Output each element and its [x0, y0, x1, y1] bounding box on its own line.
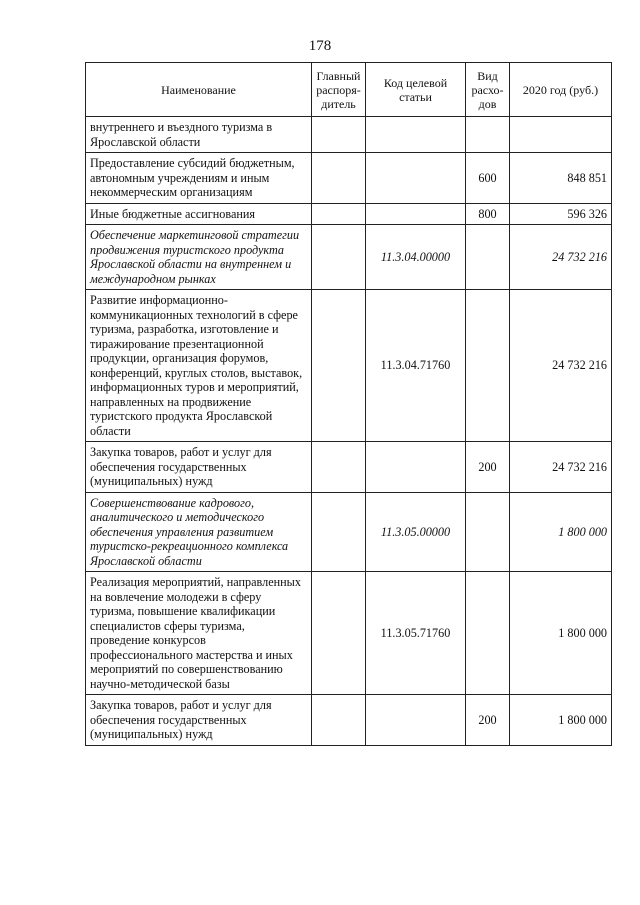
page-number: 178	[308, 38, 332, 54]
cell-name: Обеспечение маркетинговой стратегии продвижения туристского продукта Ярославской области на внутреннем и международном рынках	[86, 225, 312, 290]
cell-code	[366, 153, 466, 204]
cell-type: 200	[466, 442, 510, 493]
cell-name: Закупка товаров, работ и услуг для обеспечения государственных (муниципальных) нужд	[86, 442, 312, 493]
cell-admin	[312, 117, 366, 153]
cell-name: Совершенствование кадрового, аналитического и методического обеспечения управления развитием туристско-рекреационного комплекса Ярославской области	[86, 492, 312, 572]
header-admin: Главный распоря-дитель	[312, 63, 366, 117]
cell-amount: 24 732 216	[510, 442, 612, 493]
cell-type	[466, 572, 510, 695]
cell-code	[366, 695, 466, 746]
cell-admin	[312, 442, 366, 493]
cell-code: 11.3.05.00000	[366, 492, 466, 572]
cell-admin	[312, 492, 366, 572]
cell-admin	[312, 225, 366, 290]
cell-code: 11.3.04.00000	[366, 225, 466, 290]
table-row	[86, 572, 612, 695]
cell-name: Реализация мероприятий, направленных на вовлечение молодежи в сферу туризма, повышение квалификации специалистов сферы туризма, проведение конкурсов профессионального мастерства и иных мероприятий по совершенствованию научно-методической базы	[86, 572, 312, 695]
cell-admin	[312, 290, 366, 442]
header-type: Вид расхо-дов	[466, 63, 510, 117]
cell-type: 600	[466, 153, 510, 204]
cell-admin	[312, 572, 366, 695]
cell-type: 200	[466, 695, 510, 746]
cell-amount: 1 800 000	[510, 572, 612, 695]
cell-admin	[312, 203, 366, 225]
table-row	[86, 117, 612, 153]
cell-name: Развитие информационно-коммуникационных технологий в сфере туризма, разработка, изготовление и тиражирование презентационной продукции, организация форумов, конференций, круглых столов, выставок, информационных туров и мероприятий, направленных на продвижение туристского продукта Ярославской области	[86, 290, 312, 442]
cell-amount: 848 851	[510, 153, 612, 204]
cell-type	[466, 225, 510, 290]
header-code: Код целевой статьи	[366, 63, 466, 117]
cell-amount: 1 800 000	[510, 492, 612, 572]
table-header-row	[86, 63, 612, 117]
cell-name: Предоставление субсидий бюджетным, автономным учреждениям и иным некоммерческим организациям	[86, 153, 312, 204]
cell-type	[466, 290, 510, 442]
table-row	[86, 153, 612, 204]
cell-name: Иные бюджетные ассигнования	[86, 203, 312, 225]
table-row	[86, 225, 612, 290]
table-row	[86, 290, 612, 442]
cell-amount: 24 732 216	[510, 290, 612, 442]
cell-admin	[312, 695, 366, 746]
cell-type	[466, 117, 510, 153]
cell-type	[466, 492, 510, 572]
budget-table	[85, 62, 612, 746]
header-amount: 2020 год (руб.)	[510, 63, 612, 117]
cell-code	[366, 117, 466, 153]
cell-code: 11.3.05.71760	[366, 572, 466, 695]
table-row	[86, 442, 612, 493]
cell-code: 11.3.04.71760	[366, 290, 466, 442]
cell-type: 800	[466, 203, 510, 225]
cell-admin	[312, 153, 366, 204]
cell-name: внутреннего и въездного туризма в Ярославской области	[86, 117, 312, 153]
cell-amount: 1 800 000	[510, 695, 612, 746]
cell-code	[366, 203, 466, 225]
cell-name: Закупка товаров, работ и услуг для обеспечения государственных (муниципальных) нужд	[86, 695, 312, 746]
cell-amount	[510, 117, 612, 153]
table-row	[86, 695, 612, 746]
table-row	[86, 492, 612, 572]
cell-code	[366, 442, 466, 493]
table-row	[86, 203, 612, 225]
cell-amount: 24 732 216	[510, 225, 612, 290]
header-name: Наименование	[86, 63, 312, 117]
cell-amount: 596 326	[510, 203, 612, 225]
